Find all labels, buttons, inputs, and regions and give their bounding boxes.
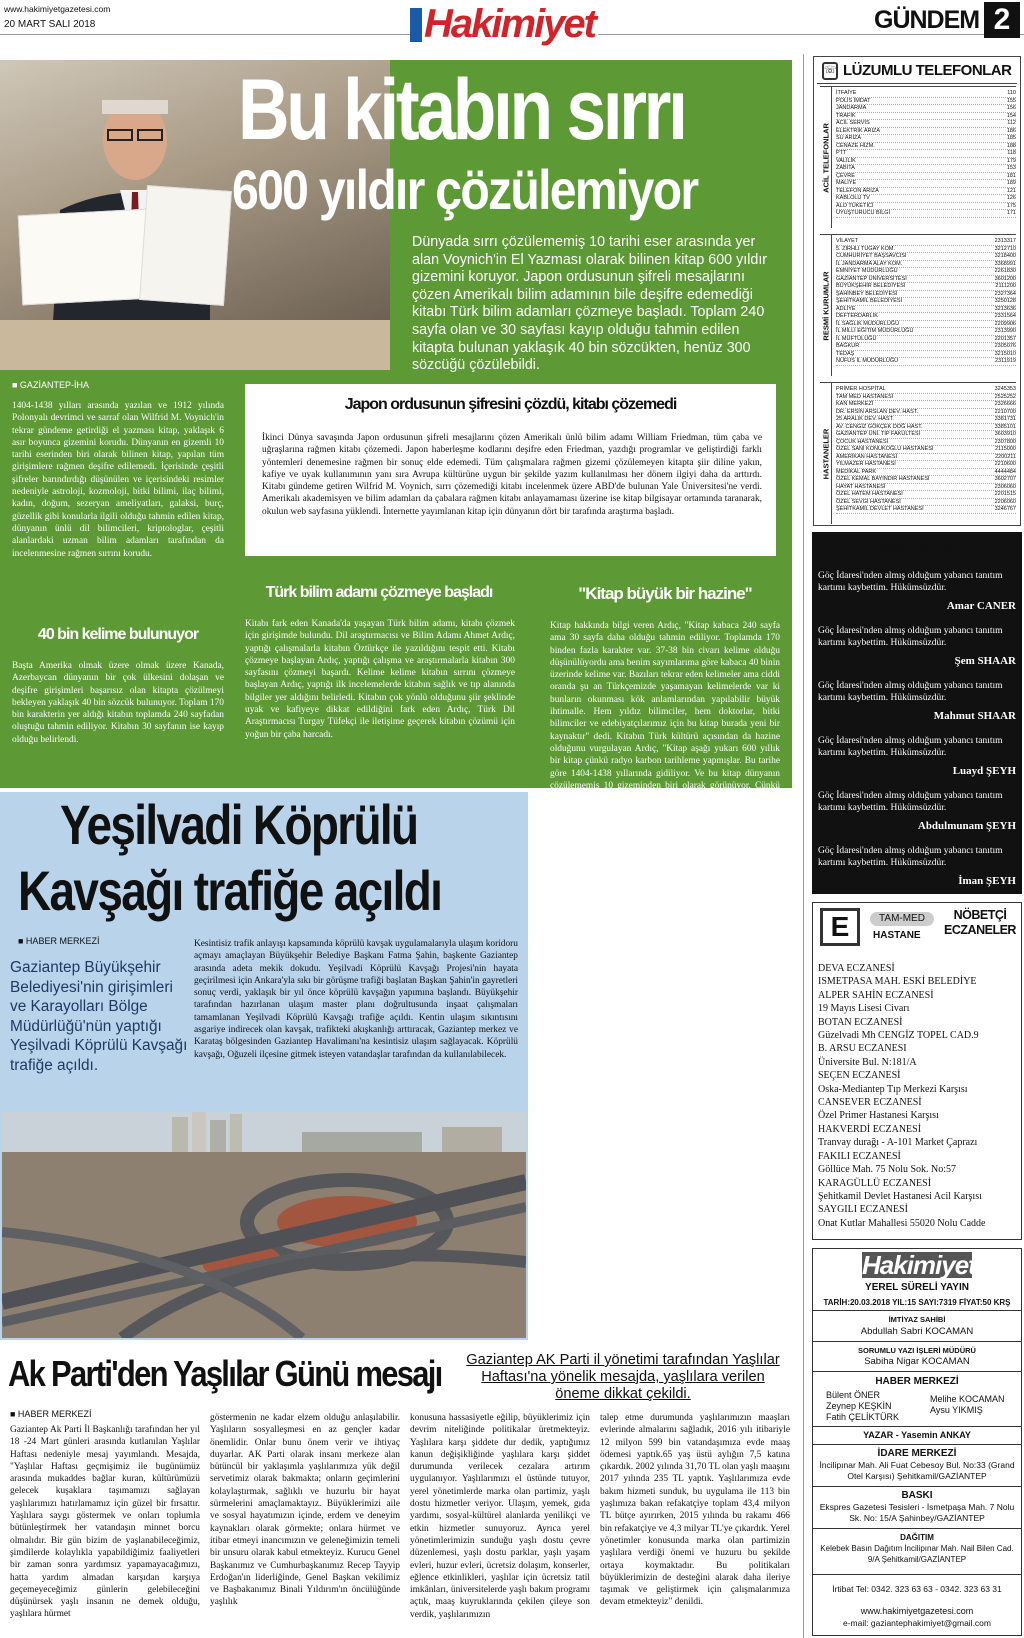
pharmacy-address: Şehitkamil Devlet Hastanesi Acil Karşısı	[818, 1190, 982, 1202]
pharmacy-name: B. ARSU ECZANESI	[818, 1043, 907, 1055]
pharmacy-address: Güzelvadi Mh CENGİZ TOPEL CAD.9	[818, 1030, 979, 1042]
phone-row	[836, 469, 1016, 477]
phone-row	[836, 336, 1016, 344]
phone-number[interactable]: 2210700	[994, 408, 1016, 415]
paragraph-turk-bilim: Kitabı fark eden Kanada'da yaşayan Türk bilim adamı, kitabı çözmek için girişimde bulundu. Dil araştırmacısı ve Bilim Adamı Ahmet Ardıç, yaptığı çalışmalarla kitabın Öztürkçe ile yazıldığını tespit etti. Kitabı çözmeye başlayan Ardıç, yaptığı çalışma ve araştırmalarla kitabın 300 sayfasını çözmeyi başardı. Kelime kelime kitabın sırrını çözmeye başlayan Ardıç, yaptığı ilk incelemelerde kitabın sağlık ve tıp alanında bilgiler yer aldığını belirledi. Kitabın çok yönlü olduğunu şiir şeklinde uyak ve kafiyeye dikkat edildiğini fark eden Ardıç, Türk Dil Araştırmacısı Turgay Tüfekçi ile iletişime geçerek kitabın çözümü için yoğun bir çaba harcadı.	[245, 619, 515, 740]
phone-row	[836, 128, 1016, 136]
phone-row	[836, 143, 1016, 151]
phone-number[interactable]: 153	[1006, 165, 1016, 171]
phone-name: JANDARMA	[836, 105, 867, 111]
phone-row	[836, 195, 1016, 203]
subheading-kitap-hazine: "Kitap büyük bir hazine"	[578, 584, 752, 603]
phone-number[interactable]: 126	[1006, 195, 1016, 201]
baski-address: Ekspres Gazetesi Tesisleri - İsmetpaşa Mah. 7 Nolu Sk. No: 15/A Şahinbey/GAZİANTEP	[819, 1502, 1015, 1523]
phone-name: PRİMER HOSPİTAL	[836, 386, 886, 392]
page-number: 2	[984, 2, 1020, 38]
interchange-illustration	[2, 1112, 526, 1338]
phone-number[interactable]: 2209906	[994, 320, 1016, 327]
phone-row	[836, 150, 1016, 158]
pharmacy-address: Özel Primer Hastanesi Karşısı	[818, 1110, 939, 1122]
phone-number[interactable]: 3218400	[994, 253, 1016, 259]
subheading-40bin: 40 bin kelime bulunuyor	[37, 626, 199, 643]
article-intro-text: 1404-1438 yılları arasında yazılan ve 1912 yılında Polonyalı devrimci ve sarraf olan Wilfrid M. Voynich'in tekrar gündeme getirdiği el yazması kitap, yaklaşık 6 asır boyunca gizemini korudu. Dünyanın en gizemli 10 tarihi eserinden biri olarak bilinen kitap, yapılan tüm girişimlere rağmen deşifre edilemedi. İçerisinde çeşitli şifreler barındırdığı düşünülen ve içerisindeki resimler nedeniyle astroloji, kozmoloji, bitki bilimi, ilaç bilimi, kadın, doğum, sezeryan ameliyatları, galaksi, burç, güzellik gibi konularla ilgili olduğu tahmin edilen kitap, dünyanın ünlü dil bilimcileri, kriptologlar, çeşitli alanlardaki uzman bilim adamları tarafından da incelenmesine rağmen sırrını korudu.	[12, 401, 224, 559]
yesilvadi-headline-1: Yeşilvadi Köprülü	[60, 793, 418, 856]
phone-number[interactable]: 2331564	[994, 313, 1016, 319]
staff-1: Bülent ÖNER	[826, 1390, 881, 1400]
baski-heading: BASKI	[901, 1490, 933, 1501]
phone-name: ÇOCUK HASTANESİ	[836, 438, 889, 445]
masthead-website[interactable]: www.hakimiyetgazetesi.com	[860, 1606, 974, 1616]
phone-name: GAZİANTEP ÜNİ. TIP FAKÜLTESİ	[836, 431, 921, 437]
phone-row	[836, 188, 1016, 196]
phone-number[interactable]: 2201357	[994, 335, 1016, 342]
lost-notice-name: Luayd ŞEYH	[952, 765, 1016, 777]
phone-row	[836, 120, 1016, 128]
lost-notice-name: Mahmut SHAAR	[933, 710, 1016, 722]
lost-notice-name: Amar CANER	[946, 600, 1016, 612]
phone-name: HAYAT HASTANESİ	[836, 483, 886, 490]
phone-name: CUMHURİYET BAŞSAVCISI	[836, 253, 907, 259]
phone-row	[836, 328, 1016, 336]
phone-name: TEDAŞ	[836, 350, 855, 357]
pharmacy-name: BOTAN ECZANESİ	[818, 1016, 903, 1028]
phone-row	[836, 424, 1016, 432]
phone-row	[836, 461, 1016, 469]
phone-number[interactable]: 2313990	[994, 328, 1016, 334]
phone-group	[820, 234, 1016, 376]
phone-number[interactable]: 154	[1006, 112, 1016, 119]
phones-title: LÜZUMLU TELEFONLAR	[817, 60, 1017, 84]
phone-number[interactable]: 185	[1006, 135, 1016, 141]
divider	[812, 1341, 1022, 1342]
phone-name: ŞEHİTKAMİL DEVLET HASTANESİ	[836, 506, 924, 512]
phone-name: TELEFON ARIZA	[836, 187, 879, 194]
phone-name: ELEKTRİK ARIZA	[836, 127, 881, 134]
lost-notice-text: Göç İdaresi'nden almış olduğum yabancı tanıtım kartımı kaybettim. Hükümsüzdür.	[818, 846, 1003, 868]
manuscript-page-image	[139, 185, 232, 306]
lost-notice-text: Göç İdaresi'nden almış olduğum yabancı tanıtım kartımı kaybettim. Hükümsüzdür.	[818, 681, 1003, 703]
phone-number[interactable]: 2206060	[994, 498, 1016, 505]
phone-name: 5. ZIRHLI TUGAY KOM.	[836, 245, 895, 252]
phone-number[interactable]: 112	[1007, 120, 1016, 126]
pharmacy-address: Tranvay durağı - A-101 Market Çaprazı	[818, 1137, 978, 1149]
phone-row	[836, 321, 1016, 329]
phone-name: TAM MED HASTANESİ	[836, 393, 894, 400]
phone-number[interactable]: 2307800	[994, 438, 1016, 445]
box-heading: Japon ordusunun şifresini çözdü, kitabı çözemedi	[344, 396, 677, 413]
manuscript-page-image	[18, 209, 153, 306]
phone-row	[836, 261, 1016, 269]
merkez-heading: HABER MERKEZİ	[875, 1376, 959, 1387]
phone-row	[836, 253, 1016, 261]
phone-number[interactable]: 3245353	[994, 386, 1016, 392]
phone-row	[836, 506, 1016, 514]
lost-notice-text: Göç İdaresi'nden almış olduğum yabancı tanıtım kartımı kaybettim. Hükümsüzdür.	[818, 791, 1003, 813]
phone-row	[836, 158, 1016, 166]
akparti-source: ■ HABER MERKEZİ	[10, 1409, 92, 1419]
phone-row	[836, 298, 1016, 306]
phone-name: BAĞKUR	[836, 343, 860, 349]
pharmacy-title: NÖBETÇİ ECZANELER	[944, 908, 1016, 937]
lost-notice-text: Göç İdaresi'nden almış olduğum yabancı tanıtım kartımı kaybettim. Hükümsüzdür.	[818, 571, 1003, 593]
phone-name: İL SAĞLIK MÜDÜRLÜĞÜ	[836, 320, 900, 327]
masthead-info: TARİH:20.03.2018 YIL:15 SAYI:7319 FİYAT:50 KRŞ	[823, 1298, 1011, 1307]
phone-row	[836, 268, 1016, 276]
akparti-column-2: göstermenin ne kadar elzem olduğu anlaşılabilir. Yaşlıların sosyalleşmesi en az gençler kadar önemlidir. Onlar bunu önem verir ve ihtiyaç duyarlar. AK Parti olarak insanı merkeze alan bütüncül bir yaklaşımla yaşlılarımıza yük değil servetimiz olarak bakmakta; onların geçimlerini kolaylaştırmak, sağlıklı ve huzurlu bir hayat sürmelerini amaçlamaktayız. Büyüklerimizi aile ve sosyal hayatımızın içinde, erdem ve deneyim kaynakları olarak görmekte; onlara hürmet ve itibar etmeyi inancımızın ve geleneğimizin temeli bir unsuru olarak kabul etmekteyiz. Kurucu Genel Başkanımız ve Cumhurbaşkanımız Recep Tayyip Erdoğan'ın liderliğinde, Genel Başkan vekilimiz ve Başbakanımız Binali Yıldırım'ın öncülüğünde yaşlılık	[210, 1413, 400, 1608]
divider	[812, 1486, 1022, 1487]
phone-number[interactable]: 186	[1006, 127, 1016, 134]
phone-name: KAN MERKEZİ	[836, 401, 874, 407]
pharmacy-list	[818, 962, 1018, 1230]
phone-row	[836, 98, 1016, 106]
phone-row	[836, 476, 1016, 484]
phone-number[interactable]: 179	[1006, 157, 1016, 164]
issue-date: 20 MART SALI 2018	[4, 19, 96, 30]
lost-notice-item	[818, 680, 1016, 722]
phone-row	[836, 291, 1016, 299]
phone-number[interactable]: 3601200	[994, 275, 1016, 282]
staff-4: Aysu YIKMIŞ	[930, 1405, 983, 1415]
imtiyaz-heading: İMTİYAZ SAHİBİ	[888, 1315, 946, 1324]
pharmacy-e-icon: E	[820, 908, 860, 946]
staff-2: Melihe KOCAMAN	[930, 1394, 1005, 1404]
phone-name: SU ARIZA	[836, 135, 862, 141]
divider	[812, 1310, 1022, 1311]
lost-notice-item	[818, 735, 1016, 777]
phone-number[interactable]: 3602707	[994, 476, 1016, 482]
phone-row	[836, 484, 1016, 492]
phone-number[interactable]: 2305076	[994, 343, 1016, 349]
phone-name: ÖZEL SEVGİ HASTANESİ	[836, 498, 901, 505]
sorumlu-name: Sabiha Nigar KOCAMAN	[864, 1356, 970, 1367]
phone-name: DR. ERSİN ARSLAN DEV. HAST.	[836, 408, 919, 415]
phone-number[interactable]: 4444484	[994, 468, 1016, 475]
staff-3: Zeynep KEŞKİN	[826, 1401, 892, 1411]
phone-number[interactable]: 171	[1006, 210, 1016, 216]
newspaper-logo[interactable]	[410, 2, 598, 46]
akparti-column-3: konusuna hassasiyetle eğilip, büyüklerimiz için devrim niteliğinde politikalar üretmekteyiz. Yaşlılara karşı şiddete dur dedik, yaptığımız kanun değişikliğinde yaşlılara karşı şiddet durumunda verilecek cezalara artırım uygulanıyor. Yaşlılarımızı el üstünde tutuyor, yerel yönetimlerde marka olan partimiz, yaşlı dostu hizmetler veriyor. Ulaşım, yemek, gıda yardımı, sosyal-kültürel alanlarda yenilikçi ve etkin hizmetler sunuyoruz. Ayrıca yerel yönetimlerimizin sunduğu yaşlı dostu çevre düzenlemesi, yaşlı dostu parklar, yaşlı yaşam evleri, huzur evleri, ücretsiz dolaşım, konserler, eğlence etkinlikleri, yaşlılar için ücretsiz tatil imkânları, üniversitelerde yaşlı bakım programı açtık, maaş kuyruklarında çekilen çileye son verdik, yaşlılarımızın	[410, 1413, 590, 1620]
phone-row	[836, 276, 1016, 284]
lost-notice-title: ZAYİ İLANI	[878, 540, 956, 557]
phone-row	[836, 180, 1016, 188]
lost-notice-item	[818, 570, 1016, 612]
section-name: GÜNDEM	[874, 6, 980, 34]
headline-line-1: Bu kitabın sırrı	[238, 62, 685, 158]
interchange-aerial-photo	[2, 1112, 526, 1338]
phone-name: DEFTERDARLIK	[836, 313, 878, 319]
hastane-label: HASTANE	[873, 930, 921, 941]
phone-name: ÖZEL HATEM HASTANESİ	[836, 491, 903, 497]
phone-icon: ☏	[822, 62, 838, 80]
dagitim-heading: DAĞITIM	[900, 1533, 934, 1542]
pharmacy-address: Oska-Mediantep Tıp Merkezi Karşısı	[818, 1083, 968, 1095]
yesilvadi-source: ■ HABER MERKEZİ	[18, 936, 100, 946]
phone-number[interactable]: 2201515	[994, 491, 1016, 497]
phone-name: KABLOLU TV	[836, 195, 870, 201]
akparti-headline: Ak Parti'den Yaşlılar Günü mesajı	[8, 1353, 442, 1394]
phone-row	[836, 283, 1016, 291]
phone-name: ŞAHİNBEY BELEDİYESİ	[836, 290, 898, 297]
phone-number[interactable]: 3381731	[994, 416, 1016, 422]
phone-number[interactable]: 2261830	[994, 268, 1016, 274]
desk-image	[0, 320, 390, 370]
phone-group-label	[820, 235, 832, 376]
lost-notice-item	[818, 790, 1016, 832]
phone-name: ACİL SERVİS	[836, 120, 870, 126]
phone-row	[836, 246, 1016, 254]
lost-notice-item	[818, 625, 1016, 667]
akparti-column-4: talep etme durumunda yaşlılarımızın maaşları evlerinde almalarını sağladık, 2016 yılı itibariyle 12 milyon 599 bin vatandaşımıza evde maaş ödemesi yaptık.65 yaş üstü aylığın 7,5 katına çıkardık. 2002 yılında 31,70 TL olan yaşlı maaşını 2017 yılında 235 TL yaptık. Yaşlılarımıza evde bakım hizmeti sunduk, bu uygulama ile 113 bin yaşlımıza bakan refakatçiye toplam 43,4 milyon TL bütçe ayırırken, 2015 yılında bu rakamı 466 bin refakatçiye ve 4,3 milyar TL'ye çıkardık. Yerel yönetimler konusunda marka olan partimizin yaşlılara verdiği önemi ve huzuru bu şekilde ortaya koymaktadır. Bu politikaları büyüklerimizin de desteğini alarak daha ileriye taşımak ve geliştirmek için çalışmalarımıza devam etmekteyiz" denildi.	[600, 1413, 790, 1608]
idare-heading: İDARE MERKEZİ	[877, 1448, 957, 1459]
phone-name: ÖZEL SANİ KONUKOĞLU HASTANESİ	[836, 446, 934, 452]
phone-number[interactable]: 118	[1007, 150, 1016, 156]
phone-row	[836, 113, 1016, 121]
phone-name: ÖZEL KEMAL BAYINDIR HASTANESİ	[836, 476, 930, 482]
phone-row	[836, 238, 1016, 246]
phone-number[interactable]: 121	[1006, 187, 1016, 194]
phone-name: İL MİLLİ EĞİTİM MÜDÜRLÜĞÜ	[836, 328, 914, 334]
divider	[812, 1444, 1022, 1445]
pharmacy-name: SEÇEN ECZANESİ	[818, 1070, 901, 1082]
phone-number[interactable]: 2115000	[994, 446, 1016, 452]
phone-row	[836, 386, 1016, 394]
phone-number[interactable]: 175	[1006, 202, 1016, 209]
phone-row	[836, 416, 1016, 424]
phone-name: YILMAZER HASTANESİ	[836, 461, 896, 467]
pharmacy-address: Göllüce Mah. 75 Nolu Sok. No:57	[818, 1164, 957, 1176]
paragraph-kitap-hazine: Kitap hakkında bilgi veren Ardıç, "Kitap kabaca 240 sayfa ama 30 sayfa daha olduğu tahmin ediliyor. Toplamda 170 binden fazla karakter var. 37-38 bin civarı kelime olduğu düşünülüyordu ama benim sayımlarıma göre kabaca 40 binin üzerinde kelime var. Bazıları tekrar eden kelimeler ama ciddi oranda şu an Türkçemizde yaşamayan kelimelerde var ki bunların okunması kök anlamlarından yapılabilir büyük ihtimalle. Hem yıldız bilimciler, hem doktorlar, bitki bilimciler ve edebiyatçılarımız için bu kitap burada yeni bir kaynaktır" dedi. Kitabın Türk kültürü açısından da hazine olduğunu vurgulayan Ardıç, "Kitap aşağı yukarı 600 yıllık bir kitap çünkü radyo karbon tarihleme yapmışlar. Bu tarihe göre 1404-1438 yıllarında gidiliyor. Ve bu kitap dünyanın çözülememiş 10 gizeminden biri olarak görünüyor. Çünkü yüzyıldır bilimsel komiteler, üniversiteler ve hatta Amerika'da haberleşme kodlarını çözen ekipleri bir süre gizli olarak ve 2000'li yıllardan sonra o gizliliği kaldırıp internete açtıklarında ameliyat ki, çözmeye çalışmışlar. Şimdi bu kitapta tıp ve jinekoloji var. Aynı zamanda çok sayıda hamile kadınların resimleri çizilmiş. Ve üzerindeki resimlerde hamile bir kadının ameliyat olduğu düşünülüyor. Bir sayfada bazı kelimeler bulduk ve bu kelimeler şunu gösterdi kesin olarak söyleyebilirim ki, normal yollardan doğmayan bir çocuğu buğün sezeryan denilen yöntemle çocuğu almışlar bir sayfada ondan bahsediliyor. Aynı sayfada yine 'Abort' diye bir kelime geçiyor. Bu kelime Türkçe kökleri olan 'abarma' kelimesinin kökünden geliyor aşırı büyümüş anlamına geliyor. Yani 'abort' aşırı büyümüş olanı kesip almak ve onarmak anlamına gelir. Halbuki o tarihlerde dikiş yapılmıyordu. En eski bilinen sezeryan yöntemlerinde çocuğu alıp kadını ölüme bırakıyorlardı. Bu kitabın yazarı kadınlara tavsiyelerde bulunuyor. Kadınlara, 'Sizler çok yemek yediğiniz zaman erkek çocuk olacağına inanıyorsunuz ama bu aslında böyle olmuyor. Çocuk çok aşırı büyüdüğü için normal yollardan alamıyoruz. O yüzden kesip almak zorunda kalıyoruz' diyor. Mesela yine bu sayfada 'Piçici bilgisi' denilen bir şey var. Bu da kesme işlemini yapan kişinin bilgisi demektir. Orada aleti çok derin saplarsan çocuğun yaralanabileceğini anlatıyor. Bugün doktorların bildiği ve o dönemde yapılmış bir çalışmayı ve sonuçlarını yazmış. Bu çok yönlü bir kitaptır. Tıp bilimini ve bilim adamlarını ilgilendiren kitapta bir çok sayfa şiir formunda yazılmış uyak ve kafiyeler var. Bu yüzden edebiyatçılarımızı da ilgilendiriyor. Bu kitabın Türk kültürü açısından çok büyük bir hazine olduğunu düşünüyorum" diye konuştu.	[550, 621, 780, 1185]
phone-number[interactable]: 3246767	[994, 506, 1016, 512]
pharmacy-name: HAKVERDİ ECZANESİ	[818, 1123, 922, 1135]
phone-row	[836, 306, 1016, 314]
divider	[812, 1426, 1022, 1427]
pharmacy-name: CANSEVER ECZANESİ	[818, 1097, 922, 1109]
phone-group-label-text: RESMİ KURUMLAR	[821, 270, 830, 341]
phone-name: CENAZE HİZM.	[836, 142, 875, 149]
yesilvadi-body: Kesintisiz trafik anlayışı kapsamında köprülü kavşak uygulamalarıyla ulaşım koridoru açmayı amaçlayan Büyükşehir Belediye Başkanı Fatma Şahin, başkente Gaziantep arasında adeta mekik dokudu. Yeşilvadi Köprülü Kavşağı Projesi'nin hayata geçirilmesi için Ankara'yla sıkı bir görüşme trafiği başlatan Başkan Şahin'in gayretleri sonuç verdi, yaklaşık bir yıl önce köprülü kavşağın yapımına başlandı. Büyükşehir tarafından hazırlanan ulaşım master planı doğrultusunda inşaat çalışmaları tamamlanan Yeşilvadi Köprülü Kavşağı trafiğe açıldı. Kentin ulaşım sıkıntısını asgariye indirecek olan kavşak, trafikteki akışkanlığı arttıracak, Gaziantep merkez ve Karataş bölgesinden Gaziantep Havalimanı'na kesintisiz ulaşım sağlayacak. Köprülü kavşağı, Oğuzeli ilçesine gitmek isteyen vatandaşlar tarafından da kullanılabilecek.	[194, 939, 518, 1060]
phone-number[interactable]: 3603910	[994, 431, 1016, 437]
pharmacy-name: DEVA ECZANESİ	[818, 963, 895, 974]
lost-notice-name: İman ŞEYH	[958, 875, 1016, 887]
lost-notice-name: Abdulmunam ŞEYH	[917, 820, 1016, 832]
divider	[812, 1528, 1022, 1529]
phone-name: İL JANDARMA ALAY KOM.	[836, 260, 903, 267]
phone-row	[836, 401, 1016, 409]
dagitim-address: Kelebek Basın Dağıtım İncilipınar Mah. Nail Bilen Cad. 9/A Şehitkamil/GAZİANTEP	[820, 1544, 1014, 1564]
phone-number[interactable]: 3212710	[994, 245, 1016, 252]
tammed-badge: TAM-MED	[870, 912, 934, 926]
lost-notice-text: Göç İdaresi'nden almış olduğum yabancı tanıtım kartımı kaybettim. Hükümsüzdür.	[818, 736, 1003, 758]
lost-notice-item	[818, 845, 1016, 887]
yesilvadi-lead: Gaziantep Büyükşehir Belediyesi'nin girişimleri ve Karayolları Bölge Müdürlüğü'nün yaptığı Yeşilvadi Köprülü Kavşağı trafiğe açıldı.	[10, 959, 188, 1074]
phone-row	[836, 431, 1016, 439]
akparti-column-1: Gaziantep Ak Parti İl Başkanlığı tarafından her yıl 18 -24 Mart günleri arasında kutlanılan Yaşlılar Haftası nedeniyle mesaj yayımlandı. Mesajda, "Yaşlılar Haftası geçmişimiz ile bugünümüz arasında mukaddes bağlar kuran, kültürümüzü gelecek kuşaklara taşımamızı sağlayan yaşlılarımızı hatırlamamız için güzel bir fırsattır. Yaşlılara saygı göstermek ve onları toplumla bütünleştirmek her vatandaşın minnet borcu olmalıdır. Bir gün bizim de yaşlanabileceğimiz, şimdilerde kolaylıkla yapabildiğimiz faaliyetleri bir zaman sonra yardımsız yapamayacağımızı, hatta yardım almadan karşıdan karşıya geçemeyeceğimiz günlerin gelebileceğini düşünürsek yaşlı insanın ne demek olduğu, yaşlılara hürmet	[10, 1425, 200, 1620]
masthead-email[interactable]: e-mail: gaziantephakimiyet@gmail.com	[843, 1618, 991, 1628]
phone-row	[836, 203, 1016, 211]
pharmacy-address: Üniversite Bul. N:181/A	[818, 1056, 917, 1068]
phone-number[interactable]: 3213636	[994, 305, 1016, 312]
phone-number[interactable]: 2200211	[994, 453, 1016, 460]
phone-row	[836, 173, 1016, 181]
phone-number[interactable]: 2326666	[994, 401, 1016, 407]
pharmacy-name: FAKILI ECZANESİ	[818, 1150, 901, 1162]
phone-name: ZABITA	[836, 165, 855, 171]
phone-number[interactable]: 3215010	[994, 350, 1016, 357]
article-lead: Dünyada sırrı çözülememiş 10 tarihi eser arasında yer alan Voynich'in El Yazması olarak bilinen kitap 600 yıldır gizemini koruyor. Japon ordusunun şifreli mesajlarını çözen Amerikalı bilim adamının bile deşifre edemediği kitabı Türk bilim adamları çözmeye başladı. Toplam 240 sayfa olan ve 30 sayfası kayıp olduğu tahmin edilen kitapta bulunan yaklaşık 40 bin sözcükten, henüz 300 sözcüğü çözülebildi.	[412, 234, 768, 374]
phone-row	[836, 394, 1016, 402]
phone-number[interactable]: 2111200	[995, 283, 1016, 289]
phone-group-label	[820, 383, 832, 524]
phone-number[interactable]: 2313317	[994, 238, 1016, 244]
box-paragraph: İkinci Dünya savaşında Japon ordusunun şifreli mesajlarını çözen Amerikalı ünlü bilim adamı William Friedman, tüm çaba ve uğraşlarına rağmen kitabı çözemedi. Japon haberleşme kodlarını deşifre eden Friedman, yazdığı programlar ve geliştirdiği farklı yöntemleri denemesine rağmen bir sonuç elde edemedi. Tüm çalışmalara rağmen gizemi çözülemeyen kitapta şiir diline yakın, kafiye ve uyak kullanımının yanı sıra Avrupa kültürüne uygun bir şekilde yazım kullanılması her dönem ilgiyi daha da arttırdı. Kitabı gündeme getiren Wilfrid M. Voynich, sırrı çözemediği kitabı incelenmek üzere ABD'de bulunan Yale Üniversitesi'ne verdi. Amerikalı akademisyen ve bilim adamları da çabalara rağmen kitabı anlayamaması üzerine ise kitap bilgisayar ortamında taranarak, okulun web sayfasına yüklendi. İnternette yayımlanan kitap için dünyanın dört bir tarafında araştırma başladı.	[262, 433, 762, 517]
phone-name: ALO TÜKETİCİ	[836, 202, 874, 209]
phone-name: AMERİKAN HASTANESİ	[836, 453, 898, 460]
subheading-turk-bilim: Türk bilim adamı çözmeye başladı	[265, 584, 493, 601]
phone-name: ADLİYE	[836, 305, 856, 312]
phone-name: BÜYÜKŞEHİR BELEDİYESİ	[836, 283, 906, 289]
phone-row	[836, 446, 1016, 454]
phone-number[interactable]: 155	[1006, 97, 1016, 104]
phone-name: POLİS İMDAT	[836, 97, 871, 104]
phone-number[interactable]: 2306060	[994, 483, 1016, 490]
akparti-subheadline: Gaziantep AK Parti il yönetimi tarafından Yaşlılar Haftası'na yönelik mesajda, yaşlılara verilen öneme dikkat çekildi.	[466, 1352, 780, 1402]
phone-row	[836, 165, 1016, 173]
phone-row	[836, 105, 1016, 113]
divider	[812, 1371, 1022, 1372]
phone-row	[836, 343, 1016, 351]
phone-number[interactable]: 2525252	[994, 393, 1016, 400]
article-source: ■ GAZİANTEP-İHA	[12, 380, 89, 390]
idare-address: İncilipınar Mah. Ali Fuat Cebesoy Bul. No:33 (Grand Otel Karşısı) Şehitkamil/GAZİANTEP	[819, 1460, 1015, 1481]
phone-row	[836, 135, 1016, 143]
phone-name: TRAFİK	[836, 112, 856, 119]
website-url[interactable]: www.hakimiyetgazetesi.com	[4, 4, 111, 14]
sorumlu-heading: SORUMLU YAZI İŞLERİ MÜDÜRÜ	[858, 1346, 976, 1355]
phone-number[interactable]: 181	[1006, 172, 1016, 179]
staff-5: Fatih ÇELİKTÜRK	[826, 1412, 900, 1422]
phone-row	[836, 454, 1016, 462]
phone-name: MEDİKAL PARK	[836, 468, 877, 475]
lost-notice-text: Göç İdaresi'nden almış olduğum yabancı tanıtım kartımı kaybettim. Hükümsüzdür.	[818, 626, 1003, 648]
phone-name: GAZİANTEP ÜNİVERSİTESİ	[836, 275, 907, 282]
masthead-yayin: YEREL SÜRELİ YAYIN	[865, 1282, 969, 1293]
pharmacy-address: 19 Mayıs Lisesi Civarı	[818, 1003, 910, 1015]
yazar: YAZAR - Yasemin ANKAY	[863, 1430, 971, 1440]
phone-row	[836, 491, 1016, 499]
phone-name: EMNİYET MÜDÜRLÜĞÜ	[836, 268, 898, 274]
phone-group	[820, 86, 1016, 228]
phone-name: PTT	[836, 150, 847, 156]
phone-number[interactable]: 2210600	[994, 461, 1016, 467]
phone-group-label-text: HASTANELER	[821, 428, 830, 479]
phone-number[interactable]: 2311919	[994, 358, 1016, 364]
phone-row	[836, 313, 1016, 321]
pharmacy-address: ISMETPASA MAH. ESKİ BELEDİYE	[818, 976, 977, 988]
phone-row	[836, 351, 1016, 359]
lost-notice-name: Şem SHAAR	[954, 655, 1016, 667]
phone-group-label	[820, 87, 832, 228]
phone-number[interactable]: 3368991	[994, 260, 1016, 267]
phone-row	[836, 439, 1016, 447]
phone-number[interactable]: 156	[1006, 105, 1016, 111]
phone-name: İTFAİYE	[836, 90, 857, 96]
phone-group-label-text: ACİL TELEFONLAR	[821, 122, 830, 193]
phone-name: ÇEVRE	[836, 172, 855, 179]
divider	[812, 1574, 1022, 1575]
phone-row	[836, 358, 1016, 366]
paragraph-40bin: Başta Amerika olmak üzere olmak üzere Kanada, Azerbaycan dünyanın bir çok ülkesini dolaşan ve deşifre girişimleri başarısız olan kitapta çözülmeyi bekleyen yaklaşık 40 bin sözcük bulunuyor. Toplam 170 bin karakterin yer aldığı kitabın toplamda 240 sayfadan oluştuğu tahmin ediliyor. Kitabın 30 sayfanın ise kayıp olduğu belirlendi.	[12, 661, 224, 745]
phone-number[interactable]: 3385101	[994, 423, 1016, 430]
phone-name: VALİLİK	[836, 157, 856, 164]
phone-number[interactable]: 188	[1006, 142, 1016, 149]
phone-name: VİLAYET	[836, 238, 859, 244]
phone-name: 25 ARALIK DEV. HAST.	[836, 416, 894, 422]
phone-row	[836, 90, 1016, 98]
imtiyaz-name: Abdullah Sabri KOCAMAN	[860, 1326, 974, 1337]
phone-name: İL MÜFTÜLÜĞÜ	[836, 335, 877, 342]
phone-number[interactable]: 2327364	[994, 290, 1016, 297]
column-divider	[803, 54, 804, 1638]
phone-number[interactable]: 110	[1007, 90, 1016, 96]
headline-line-2: 600 yıldır çözülemiyor	[232, 158, 698, 221]
logo-mark-icon	[410, 8, 422, 42]
pharmacy-address: Onat Kutlar Mahallesi 55020 Nolu Cadde	[818, 1217, 986, 1229]
pharmacy-name: KARAGÜLLÜ ECZANESİ	[818, 1177, 932, 1189]
phone-row	[836, 409, 1016, 417]
phone-name: ŞEHİTKAMİL BELEDİYESİ	[836, 298, 903, 304]
pharmacy-name: ALPER SAHİN ECZANESİ	[818, 989, 934, 1001]
phone-row	[836, 210, 1016, 218]
pharmacy-name: SAYGILI ECZANESİ	[818, 1204, 908, 1216]
phone-group	[820, 382, 1016, 524]
masthead-logo: Hakimiyet	[862, 1250, 976, 1280]
yesilvadi-headline-2: Kavşağı trafiğe açıldı	[18, 859, 442, 922]
phone-name: AV. CENGİZ GÖKÇEK DOĞ HAST.	[836, 423, 923, 430]
phone-name: NÜFUS İL MÜDÜRLÜĞÜ	[836, 358, 899, 364]
phone-number[interactable]: 189	[1006, 180, 1016, 186]
phone-name: MALİYE	[836, 180, 857, 186]
phone-number[interactable]: 3250128	[994, 298, 1016, 304]
contact-phone: İrtibat Tel: 0342. 323 63 63 - 0342. 323 63 31	[832, 1584, 1002, 1594]
phone-name: UYUŞTURUCU BİLGİ	[836, 210, 891, 216]
logo-text: Hakimiyet	[424, 2, 595, 46]
phone-row	[836, 499, 1016, 507]
